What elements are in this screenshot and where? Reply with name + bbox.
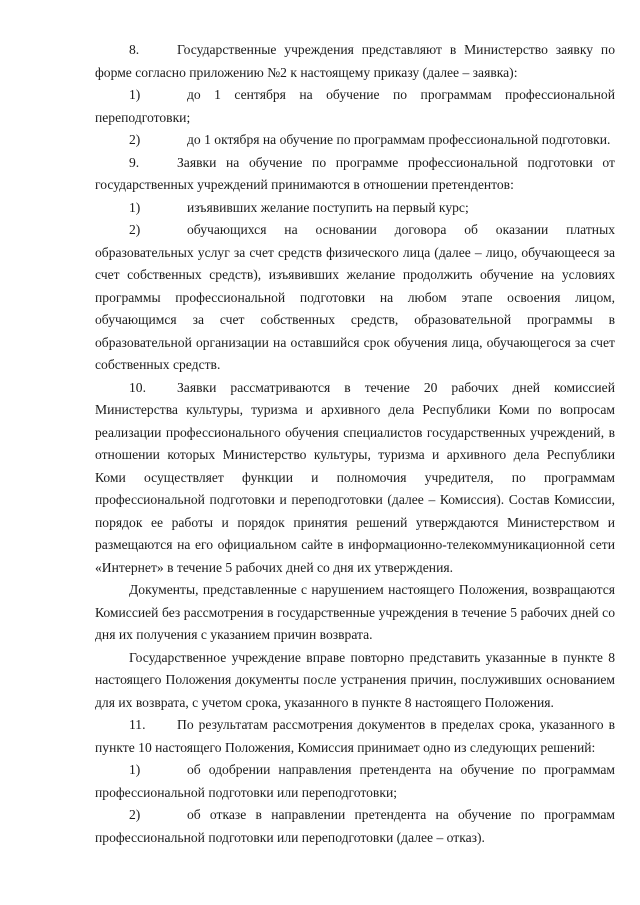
item-number: 9. — [129, 154, 140, 170]
paragraph-text: По результатам рассмотрения документов в пределах срока, указанного в пункте 10 настоящего Положения, Комиссия принимает одно из следующих решений: — [95, 717, 615, 755]
subitem-8-2 — [95, 129, 615, 152]
paragraph-9 — [95, 152, 615, 197]
subitem-8-1 — [95, 84, 615, 129]
paragraph-text: об одобрении направления претендента на обучение по программам профессиональной подготовки или переподготовки; — [95, 762, 615, 800]
paragraph-11 — [95, 714, 615, 759]
paragraph-documents-returned — [95, 579, 615, 647]
paragraph-text: обучающихся на основании договора об оказании платных образовательных услуг за счет средств физического лица (далее – лицо, обучающееся за счет собственных средств), изъявивших желание продолжить обучение на условиях программы профессиональной подготовки на любом этапе освоения лицом, обучающимся за счет собственных средств, образовательной программы в образовательной организации на оставшийся срок обучения лица, обучающегося за счет собственных средств. — [95, 222, 615, 372]
paragraph-text: Заявки на обучение по программе профессиональной подготовки от государственных учреждений принимаются в отношении претендентов: — [95, 154, 615, 192]
item-number: 2) — [129, 807, 141, 822]
item-number: 11. — [129, 717, 146, 732]
paragraph-text: Государственные учреждения представляют в Министерство заявку по форме согласно приложению №2 к настоящему приказу (далее – заявка): — [95, 42, 615, 80]
item-number: 10. — [129, 379, 146, 395]
paragraph-text: до 1 сентября на обучение по программам профессиональной переподготовки; — [95, 87, 615, 125]
paragraph-8 — [95, 39, 615, 84]
subitem-11-2 — [95, 804, 615, 849]
paragraph-text: до 1 октября на обучение по программам профессиональной подготовки. — [187, 132, 611, 147]
subitem-9-2 — [95, 219, 615, 377]
subitem-11-1 — [95, 759, 615, 804]
paragraph-resubmission — [95, 647, 615, 715]
item-number: 2) — [129, 132, 141, 147]
subitem-9-1 — [95, 197, 615, 220]
paragraph-text: Документы, представленные с нарушением настоящего Положения, возвращаются Комиссией без рассмотрения в государственные учреждения в течение 5 рабочих дней со дня их получения с указанием причин возврата. — [95, 582, 615, 642]
paragraph-text: Заявки рассматриваются в течение 20 рабочих дней комиссией Министерства культуры, туризма и архивного дела Республики Коми по вопросам реализации профессионального обучения специалистов государственных учреждений, в отношении которых Министерство культуры, туризма и архивного дела Республики Коми осуществляет функции и полномочия учредителя, по программам профессиональной подготовки и переподготовки (далее – Комиссия). Состав Комиссии, порядок ее работы и порядок принятия решений утверждаются Министерством и размещаются на его официальном сайте в информационно-телекоммуникационной сети «Интернет» в течение 5 рабочих дней со дня их утверждения. — [95, 379, 615, 575]
document-body — [95, 39, 615, 849]
item-number: 1) — [129, 762, 141, 777]
item-number: 1) — [129, 199, 141, 215]
item-number: 2) — [129, 222, 141, 237]
item-number: 1) — [129, 87, 141, 102]
paragraph-10 — [95, 377, 615, 580]
paragraph-text: об отказе в направлении претендента на обучение по программам профессиональной подготовки или переподготовки (далее – отказ). — [95, 807, 615, 845]
item-number: 8. — [129, 42, 140, 57]
paragraph-text: Государственное учреждение вправе повторно представить указанные в пункте 8 настоящего Положения документы после устранения причин, послуживших основанием для их возврата, с учетом срока, указанного в пункте 8 настоящего Положения. — [95, 649, 615, 710]
paragraph-text: изъявивших желание поступить на первый курс; — [187, 199, 469, 215]
